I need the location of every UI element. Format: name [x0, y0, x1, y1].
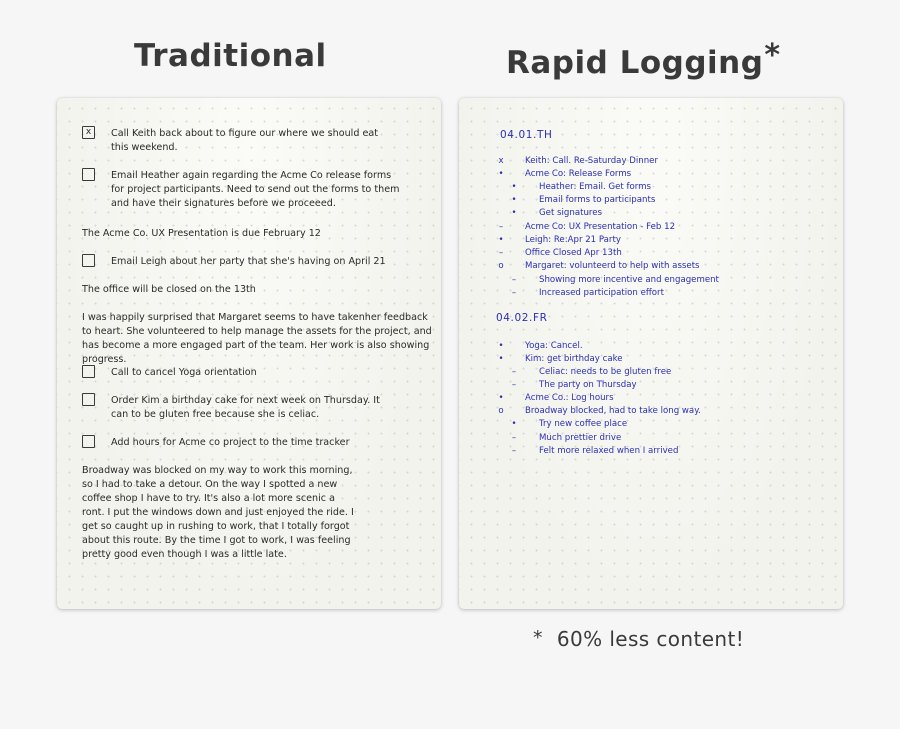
task-item: [82, 366, 431, 380]
note-text: I was happily surprised that Margaret seems to have takenher feedback to heart. She volunteered to help manage the assets for the project, and has become a more engaged part of the team. Her work is also showing progress.: [82, 312, 432, 365]
dash-note-icon: –: [511, 433, 517, 443]
checkbox-icon[interactable]: [82, 168, 95, 181]
bullet-icon: •: [498, 341, 504, 351]
log-entry-text: Heather: Email. Get forms: [539, 182, 651, 192]
task-text: Call Keith back about to figure our where we should eat this weekend.: [111, 128, 379, 153]
rapid-logging-title-text: Rapid Logging: [506, 45, 764, 81]
rapid-logging-notebook-page: [459, 98, 843, 609]
task-item: [82, 436, 431, 450]
log-entry-text: Felt more relaxed when I arrived: [539, 446, 679, 456]
traditional-notes: [57, 98, 441, 609]
dash-note-icon: –: [498, 248, 504, 258]
log-entry-text: Try new coffee place: [539, 419, 628, 429]
task-item: [82, 169, 431, 211]
bullet-icon: •: [511, 182, 517, 192]
log-entry-text: Acme Co: UX Presentation - Feb 12: [525, 222, 676, 232]
log-entry-text: Acme Co.: Log hours: [525, 393, 614, 403]
rapid-logging-title: [506, 38, 781, 81]
task-text: Order Kim a birthday cake for next week on Thursday. It can to be gluten free because she is celiac.: [111, 395, 380, 420]
log-entry-text: Broadway blocked, had to take long way.: [525, 406, 701, 416]
traditional-title: Traditional: [134, 38, 327, 74]
footnote: [533, 627, 744, 651]
note-text: Broadway was blocked on my way to work this morning, so I had to take a detour. On the way I spotted a new coffee shop I have to try. It's also a lot more scenic a ront. I put the windows down and just enjoyed the ride. I get so caught up in rushing to work, that I totally forgot about this route. By the time I got to work, I was feeling pretty good even though I was a little late.: [82, 465, 354, 560]
task-text: Add hours for Acme co project to the time tracker: [111, 437, 350, 448]
traditional-notebook-page: [57, 98, 441, 609]
asterisk-icon: *: [764, 38, 781, 73]
event-circle-icon: o: [498, 406, 504, 416]
bullet-icon: •: [498, 235, 504, 245]
rapid-log-entries: [459, 98, 843, 609]
bullet-icon: •: [511, 208, 517, 218]
bullet-icon: •: [498, 354, 504, 364]
checkbox-icon[interactable]: [82, 254, 95, 267]
dash-note-icon: –: [511, 275, 517, 285]
log-entry-text: Much prettier drive: [539, 433, 622, 443]
log-entry-text: Celiac: needs to be gluten free: [539, 367, 672, 377]
log-entry-text: The party on Thursday: [539, 380, 637, 390]
task-complete-icon: x: [498, 156, 504, 166]
task-item: [82, 394, 431, 422]
asterisk-icon: *: [533, 627, 543, 649]
log-entry-text: Acme Co: Release Forms: [525, 169, 632, 179]
bullet-icon: •: [511, 419, 517, 429]
footnote-text: 60% less content!: [556, 627, 745, 651]
note-text: The office will be closed on the 13th: [82, 284, 256, 295]
event-circle-icon: o: [498, 261, 504, 271]
log-entry-text: Keith: Call. Re-Saturday Dinner: [525, 156, 658, 166]
log-entry-text: Email forms to participants: [539, 195, 656, 205]
dash-note-icon: –: [498, 222, 504, 232]
dash-note-icon: –: [511, 446, 517, 456]
log-entry-text: Kim: get birthday cake: [525, 354, 623, 364]
bullet-icon: •: [498, 169, 504, 179]
log-entry-text: Showing more incentive and engagement: [539, 275, 719, 285]
log-entry-text: Get signatures: [539, 208, 603, 218]
dash-note-icon: –: [511, 367, 517, 377]
log-entry-text: Leigh: Re:Apr 21 Party: [525, 235, 621, 245]
checked-checkbox-icon[interactable]: x: [82, 126, 95, 139]
note-text: The Acme Co. UX Presentation is due February 12: [82, 228, 321, 239]
checkbox-icon[interactable]: [82, 393, 95, 406]
day-header: 04.01.TH: [500, 129, 553, 141]
task-text: Email Leigh about her party that she's having on April 21: [111, 256, 386, 267]
checkbox-icon[interactable]: [82, 435, 95, 448]
dash-note-icon: –: [511, 288, 517, 298]
checkbox-icon[interactable]: [82, 365, 95, 378]
log-entry-text: Margaret: volunteerd to help with assets: [525, 261, 700, 271]
dash-note-icon: –: [511, 380, 517, 390]
task-text: Email Heather again regarding the Acme Co release forms for project participants. Need to send out the forms to them and have their signatures before we proceeed.: [111, 170, 400, 209]
task-item: [82, 127, 431, 155]
task-text: Call to cancel Yoga orientation: [111, 367, 257, 378]
log-entry-text: Increased participation effort: [539, 288, 664, 298]
log-entry-text: Yoga: Cancel.: [525, 341, 583, 351]
log-entry-text: Office Closed Apr 13th: [525, 248, 622, 258]
day-header: 04.02.FR: [496, 312, 548, 324]
bullet-icon: •: [498, 393, 504, 403]
task-item: [82, 255, 431, 269]
bullet-icon: •: [511, 195, 517, 205]
